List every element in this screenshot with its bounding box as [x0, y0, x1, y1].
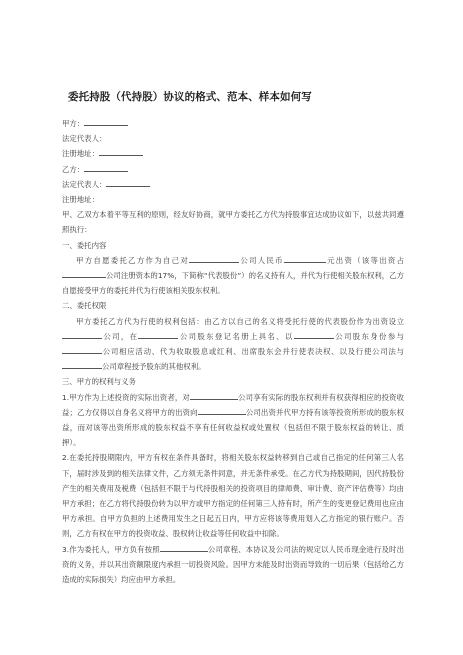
section-3-item-2: 2.在委托持股期限内，甲方有权在条件具备时，将相关股东权益转移到自己或自己指定的任何第三人名下，届时涉及到的相关法律文件，乙方须无条件同意，并无条件承受。在乙方代为持股期间，因代持股份产生的相关费用及税费（包括但不限于与代持股相关的投资项目的律师费、审计费、资产评估费等）均由甲方承担；在乙方将代持股份转为以甲方或甲方指定的任何第三人持有时，所产生的变更登记费用也应由甲方承担。自甲方负担的上述费用发生之日起五日内，甲方应将该等费用划入乙方指定的银行账户。否则，乙方有权在甲方的投资收益、股权转让收益等任何收益中扣除。 [62, 453, 404, 539]
section-2-text-4: 公司股东身份参与 [333, 331, 404, 341]
section-1-text-4: 公司注册资本的17%，下简称“代表股份”）的名义持有人，并代为行使相关股东权利，乙方自愿接受甲方的委托并代为行使该相关股东权利。 [62, 270, 404, 296]
section-3-item-3 [62, 542, 404, 588]
party-b-rep-line [62, 177, 404, 192]
party-b-line [62, 162, 404, 177]
party-a-label: 甲方： [62, 119, 85, 128]
item-1-text-3: 公司出资并代甲方持有该等投资所形成的股东权益，而对该等出资所形成的股东权益不享有任何收益权或处置权（包括但不限于股东权益的转让、质押）。 [62, 407, 404, 448]
party-a-rep-label: 法定代表人： [62, 134, 107, 144]
company-blank-2 [62, 269, 106, 278]
section-2-text-3: 公司股东登记名册上具名、以 [178, 331, 294, 341]
company-blank-6 [62, 345, 102, 354]
section-1-text-1: 甲方自愿委托乙方作为自己对 [76, 255, 190, 265]
company-blank-7 [62, 360, 102, 369]
party-a-line [62, 116, 404, 131]
item-1-text-2: 公司享有实际的股东权利并有权获得相应的投资收益；乙方仅得以自身名义将甲方的出资向 [62, 392, 404, 417]
section-2-text-6: 公司章程授予股东的其他权利。 [102, 362, 206, 372]
company-blank-1 [189, 254, 239, 263]
party-a-address-blank [99, 147, 143, 156]
section-3-item-1 [62, 390, 404, 451]
preamble-paragraph: 甲、乙双方本着平等互利的原则，经友好协商，就甲方委托乙方代为持股事宜达成协议如下，以兹共同遵照执行： [62, 210, 404, 235]
item-1-text-1: 1.甲方作为上述投资的实际出资者，对 [62, 392, 190, 402]
section-1-body [62, 253, 404, 299]
party-b-rep-label: 法定代表人： [62, 179, 107, 189]
section-1-text-2: 公司人民币 [239, 255, 284, 265]
company-blank-5 [294, 330, 334, 339]
document-title: 委托持股（代持股）协议的格式、范本、样本如何写 [68, 91, 312, 103]
party-a-address-label: 注册地址： [62, 149, 99, 159]
party-b-label: 乙方： [62, 164, 85, 174]
party-a-address-line [62, 146, 404, 161]
company-blank-4 [138, 330, 178, 339]
item-3-text-2: 公司章程、本协议及公司法的规定以人民币现金进行及时出资的义务，并以其出资额限度内承担一切投资风险。因甲方未能及时出资而导致的一切后果（包括给乙方造成的实际损失）均应由甲方承担。 [62, 544, 404, 584]
section-3-heading: 三、甲方的权利与义务 [62, 377, 136, 387]
section-2-text-2: 公司，在 [102, 331, 139, 341]
document-body [62, 116, 404, 587]
party-a-rep-line [62, 131, 404, 146]
amount-blank [284, 254, 326, 263]
section-1-heading: 一、委托内容 [62, 240, 107, 250]
section-2-body [62, 314, 404, 375]
company-blank-8 [190, 391, 238, 400]
section-2-text-1: 甲方委托乙方代为行使的权利包括：由乙方以自己的名义将受托行使的代表股份作为出资设立 [76, 316, 404, 326]
company-blank-9 [198, 406, 246, 415]
party-b-rep-blank [106, 178, 150, 187]
company-blank-3 [62, 330, 102, 339]
section-2-text-5: 公司相应活动、代为收取股息或红利、出席股东会并行使表决权、以及行使公司法与 [102, 346, 404, 356]
party-b-blank [84, 163, 128, 172]
item-3-text-1: 3.作为委托人，甲方负有按照 [62, 544, 160, 554]
company-blank-10 [160, 543, 208, 552]
party-a-blank [84, 117, 128, 126]
section-1-text-3: 元出资（该等出资占 [325, 255, 404, 265]
party-b-address-label: 注册地址： [62, 194, 99, 204]
party-b-address-line [62, 192, 404, 207]
section-2-heading: 二、委托权限 [62, 301, 107, 311]
